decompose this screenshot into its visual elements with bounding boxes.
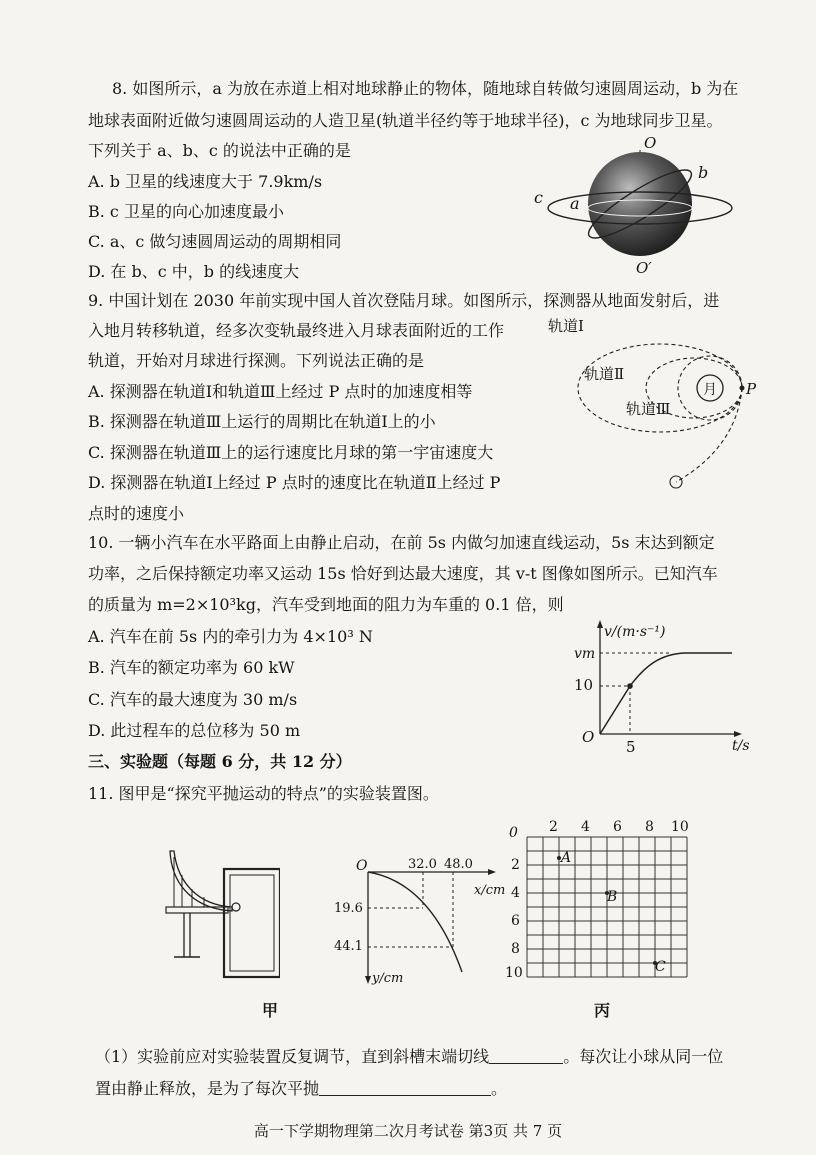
q11-stem: 11. 图甲是“探究平抛运动的特点”的实验装置图。 [88, 784, 439, 803]
grid-y-10: 10 [505, 965, 523, 981]
grid-y-2: 2 [511, 857, 520, 873]
trajectory [368, 872, 462, 972]
q9-option-c: C. 探测器在轨道Ⅲ上的运行速度比月球的第一宇宙速度大 [88, 443, 494, 462]
grid-y-6: 6 [511, 913, 520, 929]
q10-option-a: A. 汽车在前 5s 内的牵引力为 4×10³ N [88, 627, 373, 646]
q8-option-d: D. 在 b、c 中，b 的线速度大 [88, 262, 300, 281]
label-c: c [534, 188, 543, 207]
x-axis-arrow [488, 869, 496, 875]
answer-blank-2[interactable] [319, 1079, 491, 1096]
page-footer: 高一下学期物理第二次月考试卷 第3页 共 7 页 [253, 1122, 563, 1140]
q10-option-d: D. 此过程车的总位移为 50 m [88, 721, 301, 740]
label-P: P [746, 380, 757, 398]
q10-stem-line1: 10. 一辆小汽车在水平路面上由静止启动，在前 5s 内做匀加速直线运动，5s 末达到额定 [88, 533, 715, 552]
y-axis-arrow [365, 976, 371, 984]
origin-label: O [582, 728, 595, 746]
t5-label: 5 [626, 738, 636, 756]
grid-x-2: 2 [549, 819, 558, 835]
q8-option-a: A. b 卫星的线速度大于 7.9km/s [88, 172, 323, 191]
q8-earth-figure [530, 130, 765, 280]
x2-label: 48.0 [444, 857, 473, 872]
q8-stem-line1: 8. 如图所示，a 为放在赤道上相对地球静止的物体，随地球自转做匀速圆周运动，b 为在 [112, 79, 739, 98]
q10-vt-graph [560, 616, 760, 756]
q9-option-a: A. 探测器在轨道Ⅰ和轨道Ⅲ上经过 P 点时的加速度相等 [88, 382, 473, 401]
q9-orbit-figure [548, 314, 780, 492]
q9-option-b: B. 探测器在轨道Ⅲ上运行的周期比在轨道Ⅰ上的小 [88, 412, 436, 431]
q11-part1-text-b: 。每次让小球从同一位 [563, 1047, 724, 1066]
vt-curve [600, 653, 732, 734]
label-orbit-3: 轨道Ⅲ [626, 400, 671, 418]
grid-label-C: C [655, 959, 666, 975]
t-axis-arrow [734, 731, 742, 737]
label-O: O [644, 134, 657, 152]
xlabel: x/cm [474, 883, 506, 898]
v10-label: 10 [574, 676, 594, 694]
grid-x-8: 8 [645, 819, 654, 835]
chute [170, 851, 232, 911]
label-bing: 丙 [594, 1001, 611, 1020]
label-O-prime: O′ [636, 259, 652, 277]
moon-label: 月 [703, 382, 717, 398]
q8-option-b: B. c 卫星的向心加速度最小 [88, 202, 284, 221]
ball [232, 903, 240, 911]
q8-option-c: C. a、c 做匀速圆周运动的周期相同 [88, 232, 342, 251]
q10-option-c: C. 汽车的最大速度为 30 m/s [88, 690, 298, 709]
label-jia: 甲 [262, 1001, 279, 1020]
q9-option-d-line1: D. 探测器在轨道Ⅰ上经过 P 点时的速度比在轨道Ⅱ上经过 P [88, 473, 501, 492]
grid-x-4: 4 [581, 819, 590, 835]
q11-part1-line2 [95, 1078, 507, 1100]
y2-label: 44.1 [334, 939, 363, 954]
label-orbit-1: 轨道Ⅰ [548, 317, 584, 335]
q11-trajectory-graph [330, 852, 510, 992]
grid-x-10: 10 [671, 819, 689, 835]
q10-stem-line3: 的质量为 m=2×10³kg，汽车受到地面的阻力为车重的 0.1 倍，则 [88, 595, 564, 614]
answer-blank-1[interactable] [489, 1047, 563, 1064]
label-orbit-2: 轨道Ⅱ [584, 365, 625, 383]
v-axis-label: v/(m·s⁻¹) [604, 624, 666, 640]
q9-stem-line2: 入地月转移轨道，经多次变轨最终进入月球表面附近的工作 [88, 321, 505, 340]
grid-x-6: 6 [613, 819, 622, 835]
transfer-orbit [676, 388, 742, 482]
q9-stem-line1: 9. 中国计划在 2030 年前实现中国人首次登陆月球。如图所示，探测器从地面发射后，进 [88, 291, 720, 310]
earth-sphere [588, 152, 692, 256]
board-inner [230, 875, 274, 971]
ylabel: y/cm [372, 971, 404, 986]
y1-label: 19.6 [334, 901, 363, 916]
origin-label: O [356, 858, 368, 874]
q11-part1-text-a: （1）实验前应对实验装置反复调节，直到斜槽末端切线 [95, 1047, 490, 1066]
grid-y-4: 4 [511, 885, 520, 901]
label-b: b [698, 163, 709, 182]
grid-lines [527, 837, 687, 977]
platform [166, 907, 228, 913]
vm-label: vm [574, 646, 596, 662]
label-a: a [570, 194, 580, 213]
q9-stem-line3: 轨道，开始对月球进行探测。下列说法正确的是 [88, 351, 425, 370]
q11-part1-text-c: 置由静止释放，是为了每次平抛 [95, 1079, 320, 1098]
q10-option-b: B. 汽车的额定功率为 60 kW [88, 658, 295, 677]
t-axis-label: t/s [732, 738, 750, 754]
grid-label-A: A [561, 850, 572, 866]
q11-apparatus-figure [160, 845, 280, 985]
grid-y-8: 8 [511, 941, 520, 957]
x1-label: 32.0 [408, 857, 437, 872]
grid-label-B: B [607, 889, 618, 905]
q8-stem-line3: 下列关于 a、b、c 的说法中正确的是 [88, 141, 351, 160]
q11-part1-line1 [95, 1046, 723, 1068]
q8-stem-line2: 地球表面附近做匀速圆周运动的人造卫星(轨道半径约等于地球半径)，c 为地球同步卫星。 [88, 111, 723, 130]
grid-origin: 0 [509, 825, 518, 841]
section-3-heading: 三、实验题（每题 6 分，共 12 分） [88, 752, 352, 771]
v-axis-arrow [597, 620, 603, 628]
q9-option-d-line2: 点时的速度小 [88, 504, 185, 523]
q11-grid-figure [505, 815, 695, 990]
q10-stem-line2: 功率，之后保持额定功率又运动 15s 恰好到达最大速度，其 v-t 图像如图所示。已知汽车 [88, 564, 718, 583]
board [224, 869, 280, 977]
q11-part1-text-d: 。 [491, 1079, 508, 1098]
vt-point [627, 683, 633, 689]
